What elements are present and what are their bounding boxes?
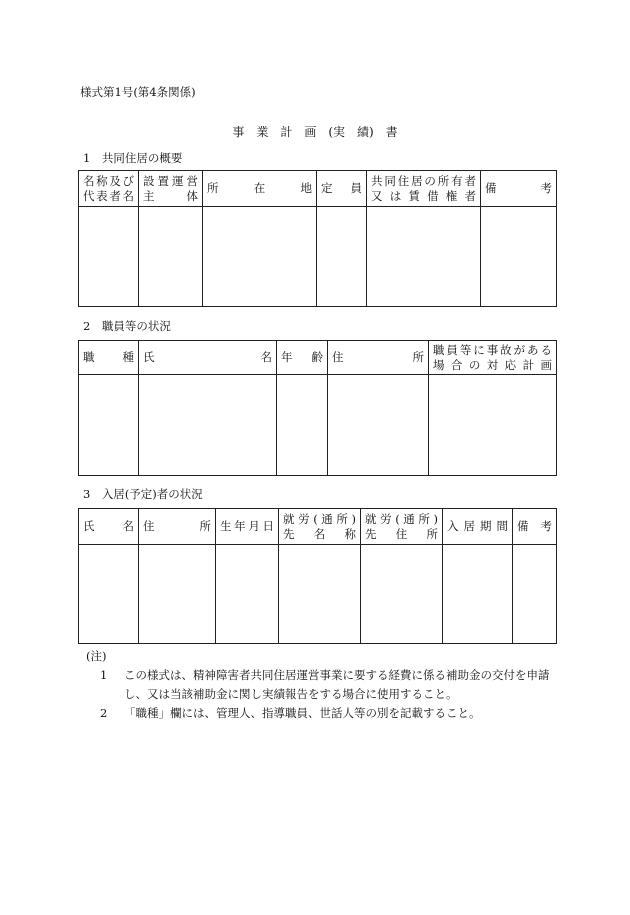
input-cell[interactable]: [513, 545, 557, 644]
header-location: 所 在 地: [203, 171, 317, 207]
header-job-type: 職 種: [79, 341, 139, 375]
header-resident-name: 氏 名: [79, 509, 139, 545]
input-cell[interactable]: [203, 207, 317, 307]
input-cell[interactable]: [216, 545, 279, 644]
note-text: 「職種」欄には、管理人、指導職員、世話人等の別を記載すること。: [124, 706, 481, 720]
note-number: 2: [100, 706, 108, 720]
header-age: 年 齢: [277, 341, 328, 375]
input-cell[interactable]: [79, 375, 139, 476]
document-title: 事 業 計 画 (実 績) 書: [232, 125, 398, 139]
input-cell[interactable]: [361, 545, 443, 644]
input-cell[interactable]: [429, 375, 557, 476]
header-full-name: 氏 名: [139, 341, 277, 375]
header-owner-lessee: 共同住居の所有者 又は賃借権者: [367, 171, 481, 207]
input-cell[interactable]: [139, 207, 203, 307]
note-text: この様式は、精神障害者共同住居運営事業に要する経費に係る補助金の交付を申請し、又は当該補助金に関し実績報告をする場合に使用すること。: [124, 668, 550, 701]
note-item: [100, 704, 556, 723]
note-number: 1: [100, 668, 108, 682]
section-1-table: [78, 170, 557, 307]
table-row: [79, 375, 557, 476]
table-header-row: [79, 171, 557, 207]
note-item: [100, 666, 556, 704]
header-operating-body: 設置運営 主 体: [139, 171, 203, 207]
header-workplace-address: 就労(通所) 先 住 所: [361, 509, 443, 545]
header-name-representative: 名称及び 代表者名: [79, 171, 139, 207]
header-workplace-name: 就労(通所) 先 名 称: [279, 509, 361, 545]
header-capacity: 定 員: [317, 171, 367, 207]
section-2-heading: 2 職員等の状況: [83, 319, 171, 333]
notes-heading: (注): [86, 649, 107, 663]
section-3-heading: 3 入居(予定)者の状況: [83, 487, 203, 501]
input-cell[interactable]: [139, 375, 277, 476]
table-header-row: [79, 341, 557, 375]
header-residence-period: 入居期間: [443, 509, 513, 545]
notes-list: [100, 666, 556, 723]
table-header-row: [79, 509, 557, 545]
section-1-heading: 1 共同住居の概要: [83, 151, 183, 165]
header-address: 住 所: [328, 341, 429, 375]
header-remarks: 備 考: [513, 509, 557, 545]
header-emergency-plan: 職員等に事故がある 場合の対応計画: [429, 341, 557, 375]
input-cell[interactable]: [328, 375, 429, 476]
header-birth-date: 生年月日: [216, 509, 279, 545]
input-cell[interactable]: [279, 545, 361, 644]
input-cell[interactable]: [277, 375, 328, 476]
input-cell[interactable]: [317, 207, 367, 307]
section-3-table: [78, 508, 557, 644]
section-2-table: [78, 340, 557, 476]
input-cell[interactable]: [79, 207, 139, 307]
input-cell[interactable]: [79, 545, 139, 644]
input-cell[interactable]: [139, 545, 216, 644]
input-cell[interactable]: [367, 207, 481, 307]
form-number: 様式第1号(第4条関係): [80, 85, 196, 99]
table-row: [79, 207, 557, 307]
header-remarks: 備 考: [481, 171, 557, 207]
header-resident-address: 住 所: [139, 509, 216, 545]
table-row: [79, 545, 557, 644]
input-cell[interactable]: [443, 545, 513, 644]
input-cell[interactable]: [481, 207, 557, 307]
